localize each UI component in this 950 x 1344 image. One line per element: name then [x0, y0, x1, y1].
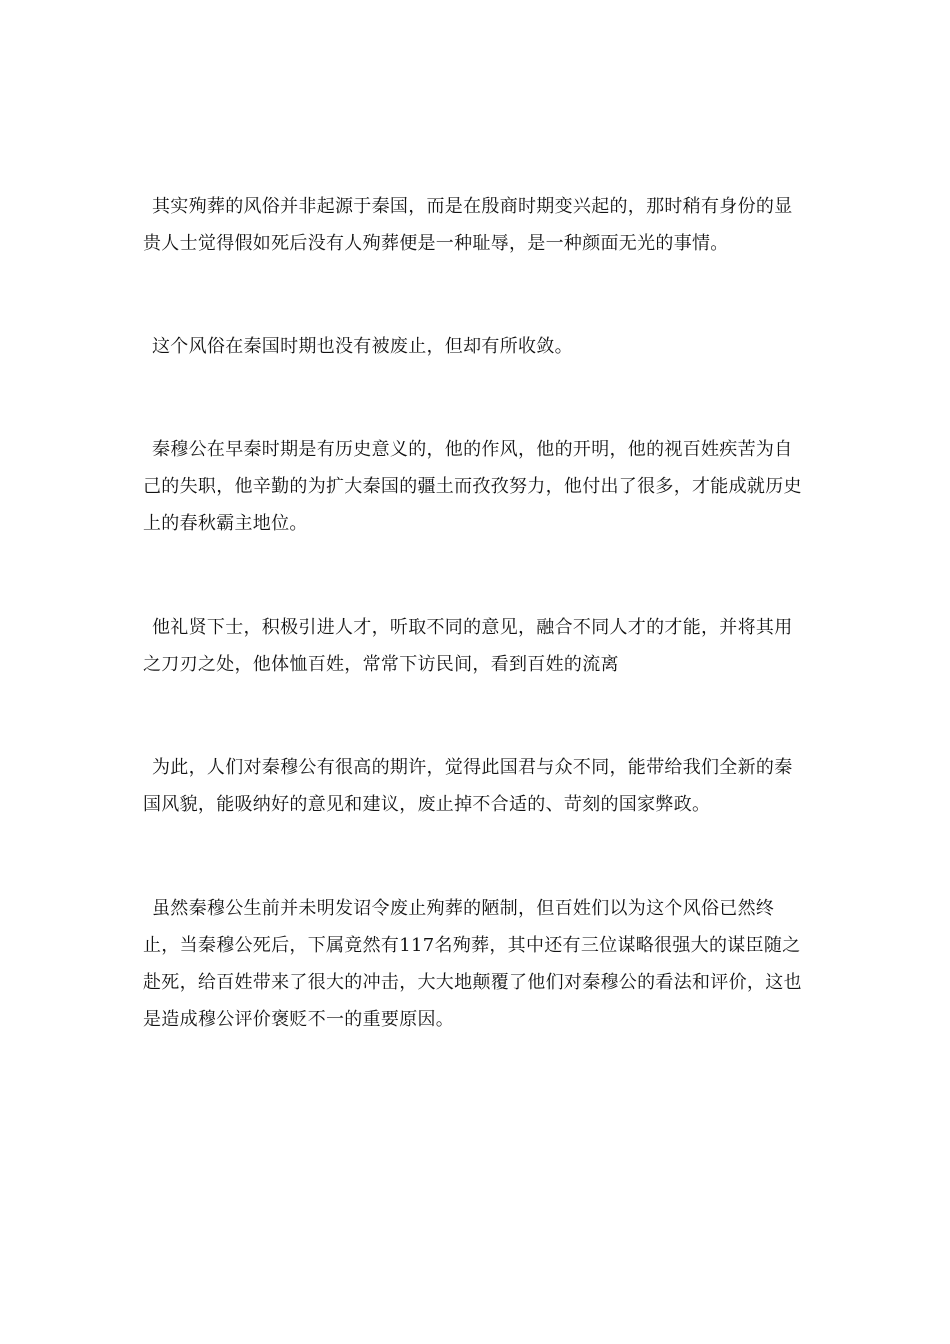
paragraph-duke-mu-significance: 秦穆公在早秦时期是有历史意义的，他的作风，他的开明，他的视百姓疾苦为自己的失职，他辛勤的为扩大秦国的疆土而孜孜努力，他付出了很多，才能成就历史上的春秋霸主地位。 [143, 439, 802, 534]
paragraph-custom-in-qin: 这个风俗在秦国时期也没有被废止，但却有所收敛。 [152, 336, 573, 357]
paragraph-public-expectations: 为此，人们对秦穆公有很高的期许，觉得此国君与众不同，能带给我们全新的秦国风貌，能吸纳好的意见和建议，废止掉不合适的、苛刻的国家弊政。 [143, 757, 793, 815]
paragraph-origin-of-burial-custom: 其实殉葬的风俗并非起源于秦国，而是在殷商时期变兴起的，那时稍有身份的显贵人士觉得假如死后没有人殉葬便是一种耻辱，是一种颜面无光的事情。 [143, 196, 793, 254]
paragraph-burial-after-death: 虽然秦穆公生前并未明发诏令废止殉葬的陋制，但百姓们以为这个风俗已然终止，当秦穆公死后，下属竟然有117名殉葬，其中还有三位谋略很强大的谋臣随之赴死，给百姓带来了很大的冲击，大大地颠覆了他们对秦穆公的看法和评价，这也是造成穆公评价褒贬不一的重要原因。 [143, 898, 802, 1030]
paragraph-duke-mu-virtues: 他礼贤下士，积极引进人才，听取不同的意见，融合不同人才的才能，并将其用之刀刃之处，他体恤百姓，常常下访民间，看到百姓的流离 [143, 617, 793, 675]
